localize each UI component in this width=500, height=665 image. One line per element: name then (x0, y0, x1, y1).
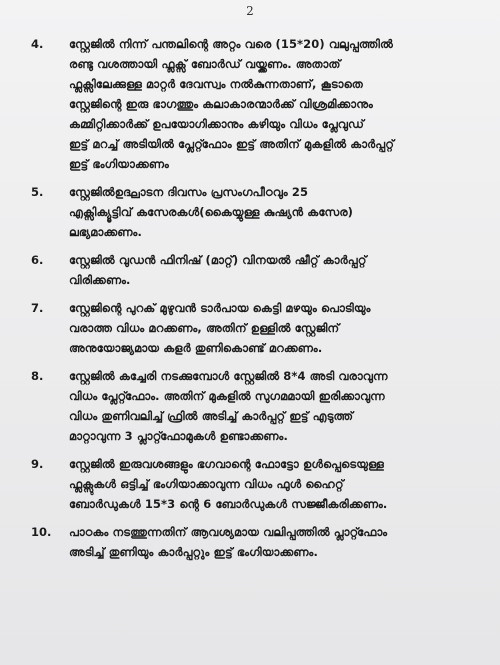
list-item (31, 298, 471, 358)
item-text-line: രണ്ടു വശത്തായി ഫ്ലക്സ് ബോർഡ് വയ്ക്കണം. അതാത് (69, 57, 341, 71)
item-number: 8. (31, 369, 44, 383)
item-text-line: ഇട്ട് മറച്ച് അടിയിൽ പ്ലേറ്റ്ഫോം ഇട്ട് അതിന് മുകളിൽ കാർപ്പറ്റ് (69, 137, 394, 151)
list-item (31, 454, 471, 514)
list-item (31, 250, 471, 290)
item-number: 5. (31, 185, 44, 199)
item-text-line: ഫ്ലക്സുകൾ ഒട്ടിച്ച് ഭംഗിയാക്കാവുന്ന വിധം ഫുൾ ഹൈറ്റ് (69, 477, 344, 491)
item-text (69, 522, 471, 562)
item-text-line: സ്റ്റേജിൽ നിന്ന് പന്തലിന്റെ അറ്റം വരെ (15*20) വലുപ്പത്തിൽ (69, 37, 393, 51)
item-text-line: ഫ്ലക്സിലേക്കുള്ള മാറ്റർ ദേവസ്വം നൽകുന്നതാണ്, കൂടാതെ (69, 77, 363, 91)
item-text-line: പാഠകം നടത്തുന്നതിന് ആവശ്യമായ വലിപ്പത്തിൽ പ്ലാറ്റ്ഫോം (69, 525, 388, 539)
item-text (69, 34, 471, 174)
item-text-line: കമ്മിറ്റിക്കാർക്ക് ഉപയോഗിക്കാനും കഴിയും വിധം പ്ലേവുഡ് (69, 117, 364, 131)
item-text-line: സ്റ്റേജിൽ വുഡൻ ഫിനിഷ് (മാറ്റ്) വിനയൽ ഷീറ്റ് കാർപ്പറ്റ് (69, 253, 367, 267)
item-text (69, 298, 471, 358)
item-text-line: വരാത്ത വിധം മറക്കണം, അതിന് ഉള്ളിൽ സ്റ്റേജിന് (69, 321, 340, 335)
list-item (31, 34, 471, 174)
item-text (69, 454, 471, 514)
requirements-list (31, 34, 471, 570)
list-item (31, 182, 471, 242)
item-text-line: സ്റ്റേജിൽ കച്ചേരി നടക്കുമ്പോൾ സ്റ്റേജിൽ 8*4 അടി വരാവുന്ന (69, 369, 388, 383)
item-number: 4. (31, 37, 44, 51)
item-number: 6. (31, 253, 44, 267)
item-number: 10. (31, 525, 52, 539)
item-text-line: ലഭ്യമാക്കണം. (69, 225, 142, 239)
item-text-line: അനുയോജ്യമായ കളർ തുണികൊണ്ട് മറക്കണം. (69, 341, 323, 355)
item-text-line: അടിച്ച് തുണിയും കാർപ്പറ്റും ഇട്ട് ഭംഗിയാക്കണം. (69, 545, 318, 559)
item-text-line: സ്റ്റേജിന്റെ പുറക് മുഴുവൻ ടാർപായ കെട്ടി മഴയും പൊടിയും (69, 301, 371, 315)
item-text-line: വിധം തുണിവലിച്ച് ഫ്രിൽ അടിച്ച് കാർപ്പറ്റ് ഇട്ട് എടുത്ത് (69, 409, 354, 423)
item-number: 9. (31, 457, 44, 471)
item-text-line: എക്സിക്യൂട്ടിവ് കസേരകൾ(കൈയ്യുള്ള കുഷ്യൻ കസേര) (69, 205, 354, 219)
item-text-line: സ്റ്റേജിന്റെ ഇരു ഭാഗത്തും കലാകാരന്മാർക്ക് വിശ്രമിക്കാനും (69, 97, 373, 111)
item-text (69, 366, 471, 446)
list-item (31, 522, 471, 562)
list-item (31, 366, 471, 446)
item-text (69, 250, 471, 290)
item-text-line: സ്റ്റേജിൽ ഇരുവശങ്ങളും ഭഗവാന്റെ ഫോട്ടോ ഉൾപ്പെടെയുള്ള (69, 457, 385, 471)
item-text-line: സ്റ്റേജിൽഉദ്ഘാടന ദിവസം പ്രസംഗപീഠവും 25 (69, 185, 309, 199)
item-text (69, 182, 471, 242)
item-text-line: ഇട്ട് ഭംഗിയാക്കണം (69, 157, 169, 171)
item-number: 7. (31, 301, 44, 315)
item-text-line: ബോർഡുകൾ 15*3 ന്റെ 6 ബോർഡുകൾ സജ്ജീകരിക്കണം. (69, 497, 388, 511)
item-text-line: മാറ്റാവുന്ന 3 പ്ലാറ്റ്ഫോമുകൾ ഉണ്ടാക്കണം. (69, 429, 288, 443)
page-number: 2 (246, 4, 254, 18)
item-text-line: വിരിക്കണം. (69, 273, 131, 287)
item-text-line: വിധം പ്ലേറ്റ്ഫോം. അതിന് മുകളിൽ സുഗമമായി ഇരിക്കാവുന്ന (69, 389, 385, 403)
